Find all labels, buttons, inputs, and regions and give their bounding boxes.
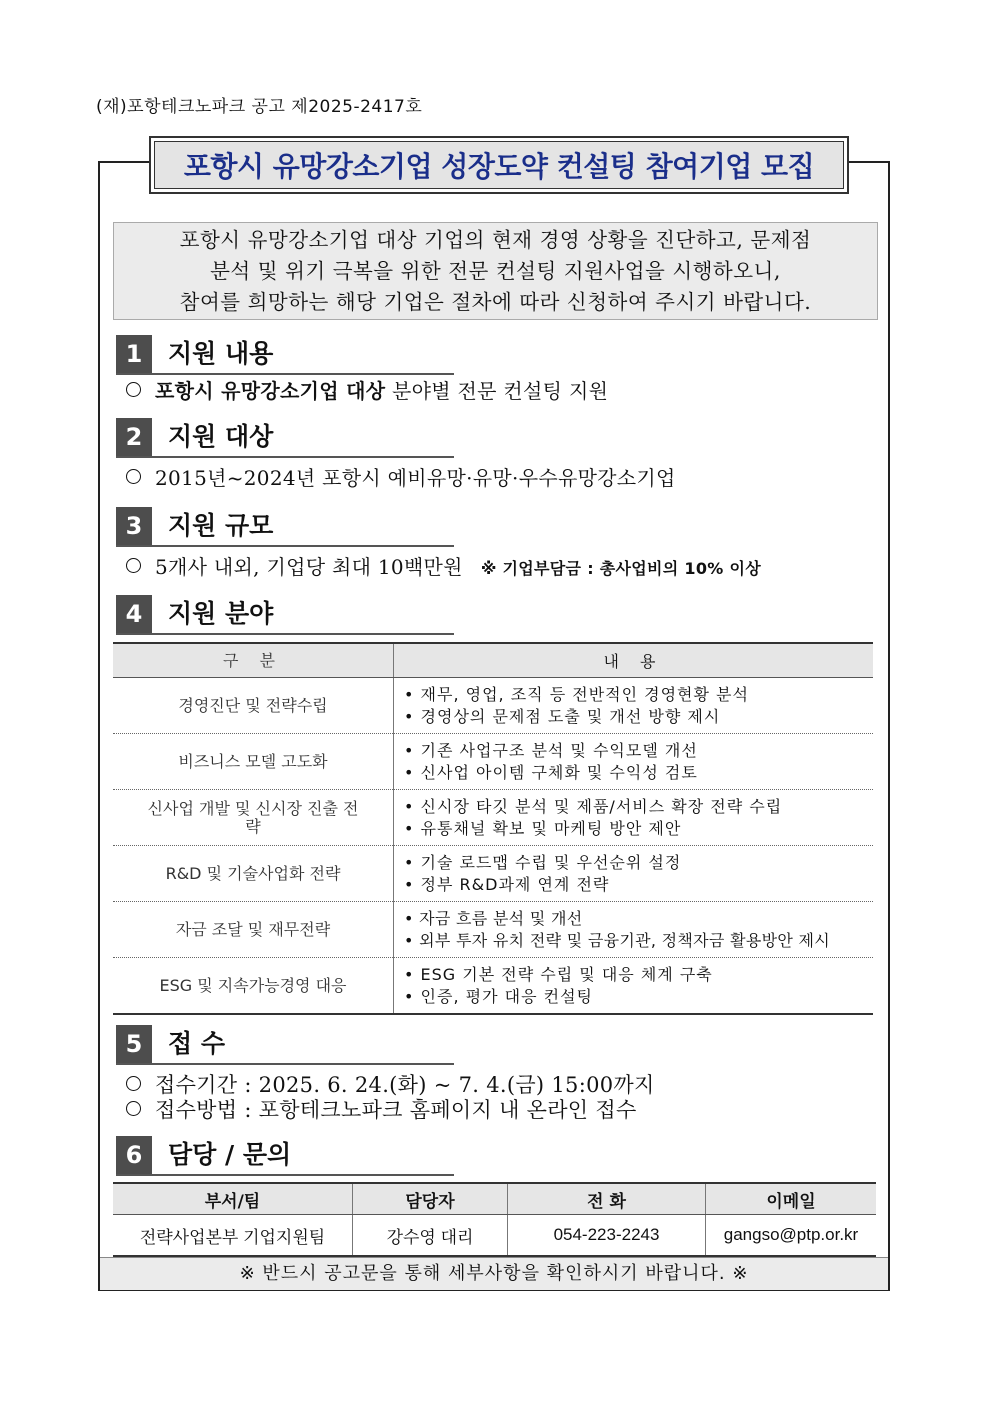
row-item: • 정부 R&D과제 연계 전략 xyxy=(404,874,872,896)
circle-bullet-icon xyxy=(126,1101,141,1116)
footer-note: ※ 반드시 공고문을 통해 세부사항을 확인하시기 바랍니다. ※ xyxy=(100,1257,888,1290)
application-method-text: 접수방법 : 포항테크노파크 홈페이지 내 온라인 접수 xyxy=(155,1098,637,1122)
row-items xyxy=(394,734,874,790)
section-2-header xyxy=(116,418,454,458)
row-item: • 경영상의 문제점 도출 및 개선 방향 제시 xyxy=(404,706,872,728)
row-item: • 인증, 평가 대응 컨설팅 xyxy=(404,986,872,1008)
support-content-item xyxy=(126,375,608,404)
circle-bullet-icon xyxy=(126,469,141,484)
contact-phone: 054-223-2243 xyxy=(508,1215,706,1257)
support-content-text: 분야별 전문 컨설팅 지원 xyxy=(385,379,609,403)
table-row xyxy=(113,678,873,734)
section-3-header xyxy=(116,507,454,547)
intro-box xyxy=(113,222,878,320)
section-label: 접 수 xyxy=(168,1029,226,1058)
table-row xyxy=(113,902,873,958)
circle-bullet-icon xyxy=(126,1076,141,1091)
row-item: • 재무, 영업, 조직 등 전반적인 경영현황 분석 xyxy=(404,684,872,706)
support-target-text: 2015년~2024년 포항시 예비유망·유망·우수유망강소기업 xyxy=(155,466,676,490)
row-category: 자금 조달 및 재무전략 xyxy=(113,902,394,958)
contact-table xyxy=(113,1182,876,1257)
table-header-content: 내 용 xyxy=(394,643,874,678)
row-item: • 유통채널 확보 및 마케팅 방안 제안 xyxy=(404,818,872,840)
section-number: 3 xyxy=(116,507,152,545)
section-label: 담당 / 문의 xyxy=(168,1140,292,1169)
section-6-header xyxy=(116,1136,454,1176)
intro-line-2: 분석 및 위기 극복을 위한 전문 컨설팅 지원사업을 시행하오니, xyxy=(210,259,781,283)
row-items xyxy=(394,678,874,734)
section-5-header xyxy=(116,1025,454,1065)
support-content-bold: 포항시 유망강소기업 대상 xyxy=(155,379,386,403)
table-row xyxy=(113,790,873,846)
section-number: 2 xyxy=(116,418,152,456)
row-items xyxy=(394,846,874,902)
row-item: • 외부 투자 유치 전략 및 금융기관, 정책자금 활용방안 제시 xyxy=(404,930,872,952)
contact-header-email: 이메일 xyxy=(706,1183,877,1215)
row-category: ESG 및 지속가능경영 대응 xyxy=(113,958,394,1015)
table-row xyxy=(113,734,873,790)
section-1-header xyxy=(116,335,454,375)
application-method-item xyxy=(126,1094,637,1124)
section-number: 6 xyxy=(116,1136,152,1174)
row-item: • 신사업 아이템 구체화 및 수익성 검토 xyxy=(404,762,872,784)
row-category: R&D 및 기술사업화 전략 xyxy=(113,846,394,902)
support-scale-item xyxy=(126,551,761,580)
row-item: • 기술 로드맵 수립 및 우선순위 설정 xyxy=(404,852,872,874)
row-items xyxy=(394,902,874,958)
row-item: • 자금 흐름 분석 및 개선 xyxy=(404,908,872,930)
section-label: 지원 대상 xyxy=(168,422,274,451)
section-label: 지원 분야 xyxy=(168,599,274,628)
page-title: 포항시 유망강소기업 성장도약 컨설팅 참여기업 모집 xyxy=(154,141,844,189)
support-field-table xyxy=(113,642,873,1015)
intro-line-1: 포항시 유망강소기업 대상 기업의 현재 경영 상황을 진단하고, 문제점 xyxy=(179,228,812,252)
contact-dept: 전략사업본부 기업지원팀 xyxy=(113,1215,353,1257)
support-target-item xyxy=(126,462,676,491)
section-number: 4 xyxy=(116,595,152,633)
row-item: • ESG 기본 전략 수립 및 대응 체계 구축 xyxy=(404,964,872,986)
section-number: 5 xyxy=(116,1025,152,1063)
row-item: • 신시장 타깃 분석 및 제품/서비스 확장 전략 수립 xyxy=(404,796,872,818)
row-item: • 기존 사업구조 분석 및 수익모델 개선 xyxy=(404,740,872,762)
contact-email[interactable]: gangso@ptp.or.kr xyxy=(706,1215,877,1257)
row-items xyxy=(394,958,874,1015)
section-4-header xyxy=(116,595,454,635)
circle-bullet-icon xyxy=(126,558,141,573)
self-burden-note: ※ 기업부담금 : 총사업비의 10% 이상 xyxy=(480,559,761,578)
application-period-text: 접수기간 : 2025. 6. 24.(화) ~ 7. 4.(금) 15:00까지 xyxy=(155,1073,655,1097)
row-items xyxy=(394,790,874,846)
row-category: 신사업 개발 및 신시장 진출 전략 xyxy=(113,790,394,846)
contact-header-phone: 전 화 xyxy=(508,1183,706,1215)
contact-person: 강수영 대리 xyxy=(353,1215,508,1257)
row-category: 경영진단 및 전략수립 xyxy=(113,678,394,734)
support-scale-text: 5개사 내외, 기업당 최대 10백만원 xyxy=(155,555,463,579)
title-box xyxy=(149,136,849,194)
row-category: 비즈니스 모델 고도화 xyxy=(113,734,394,790)
section-label: 지원 내용 xyxy=(168,339,274,368)
table-row xyxy=(113,1215,876,1257)
table-row xyxy=(113,958,873,1015)
section-number: 1 xyxy=(116,335,152,373)
table-row xyxy=(113,846,873,902)
section-label: 지원 규모 xyxy=(168,511,274,540)
intro-line-3: 참여를 희망하는 해당 기업은 절차에 따라 신청하여 주시기 바랍니다. xyxy=(179,290,812,314)
contact-header-dept: 부서/팀 xyxy=(113,1183,353,1215)
notice-number: (재)포항테크노파크 공고 제2025-2417호 xyxy=(96,97,423,117)
table-header-category: 구 분 xyxy=(113,643,394,678)
contact-header-person: 담당자 xyxy=(353,1183,508,1215)
circle-bullet-icon xyxy=(126,382,141,397)
